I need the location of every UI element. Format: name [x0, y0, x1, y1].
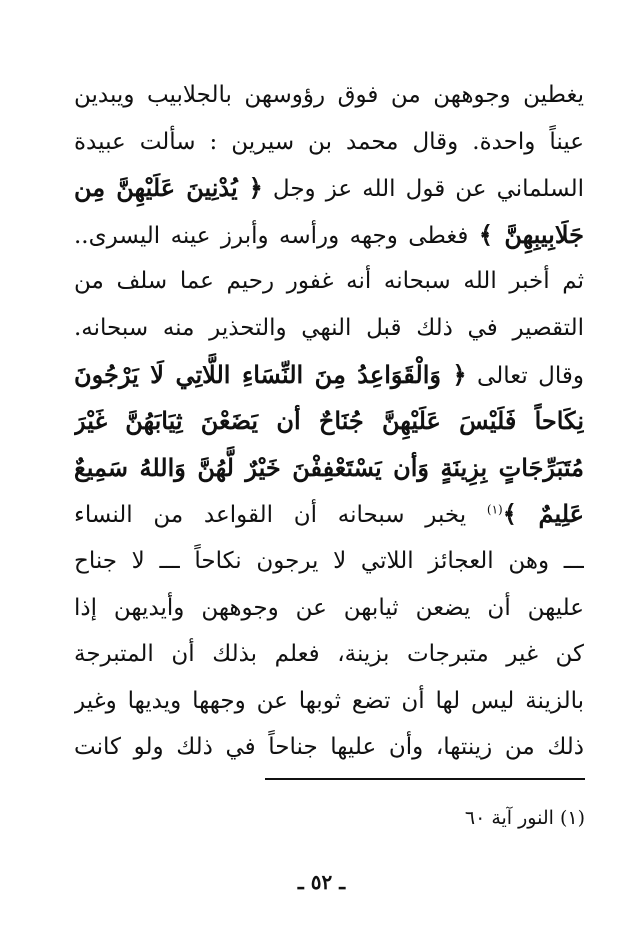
text-line	[74, 212, 584, 259]
text-line: التقصير في ذلك قبل النهي والتحذير منه سبحانه.	[74, 314, 584, 341]
text-line	[74, 491, 584, 538]
text-line	[74, 165, 584, 212]
text-line	[74, 352, 584, 399]
text-line: كن غير متبرجات بزينة، فعلم بذلك أن المتبرجة	[74, 641, 584, 668]
text-segment: السلماني عن قول الله عز وجل	[272, 176, 584, 203]
body-text	[74, 72, 584, 771]
quran-verse-line: نِكَاحاً فَلَيْسَ عَلَيْهِنَّ جُنَاحٌ أن يَضَعْنَ ثِيَابَهُنَّ غَيْرَ	[74, 406, 584, 436]
text-line: ذلك من زينتها، وأن عليها جناحاً في ذلك ولو كانت	[74, 734, 584, 761]
quran-verse: ﴿ وَالْقَوَاعِدُ مِنَ النِّسَاءِ اللَّاتِي لَا يَرْجُونَ	[74, 359, 467, 389]
text-line: ثم أخبر الله سبحانه أنه غفور رحيم عما سلف من	[74, 268, 584, 295]
text-line: يغطين وجوههن من فوق رؤوسهن بالجلابيب ويبدين	[74, 82, 584, 108]
quran-verse: جَلَابِيبِهِنَّ ﴾	[478, 219, 584, 249]
text-segment: يخبر سبحانه أن القواعد من النساء	[74, 502, 467, 529]
text-line: عيناً واحدة. وقال محمد بن سيرين : سألت عبيدة	[74, 128, 584, 155]
quran-verse: ﴿ يُدْنِينَ عَلَيْهِنَّ مِن	[74, 173, 263, 203]
text-segment: وقال تعالى	[477, 362, 584, 389]
footnote-marker: (١)	[486, 502, 503, 517]
text-line: عليهن أن يضعن ثيابهن عن وجوههن وأيديهن إذا	[74, 594, 584, 621]
page-number: ـ ٥٢ ـ	[297, 870, 346, 894]
footnote: (١) النور آية ٦٠	[464, 807, 585, 829]
footnote-divider	[265, 778, 585, 780]
quran-verse-line: مُتَبَرِّجَاتٍ بِزِينَةٍ وَأن يَسْتَعْفِفْنَ خَيْرٌ لَّهُنَّ وَاللهُ سَمِيعٌ	[74, 452, 584, 482]
text-line: ـــ وهن العجائز اللاتي لا يرجون نكاحاً ـــ لا جناح	[74, 547, 584, 574]
text-line: بالزينة ليس لها أن تضع ثوبها عن وجهها ويديها وغير	[74, 687, 584, 714]
text-segment: فغطى وجهه ورأسه وأبرز عينه اليسرى..	[74, 222, 469, 249]
quran-verse: عَلِيمٌ ﴾	[502, 499, 584, 529]
